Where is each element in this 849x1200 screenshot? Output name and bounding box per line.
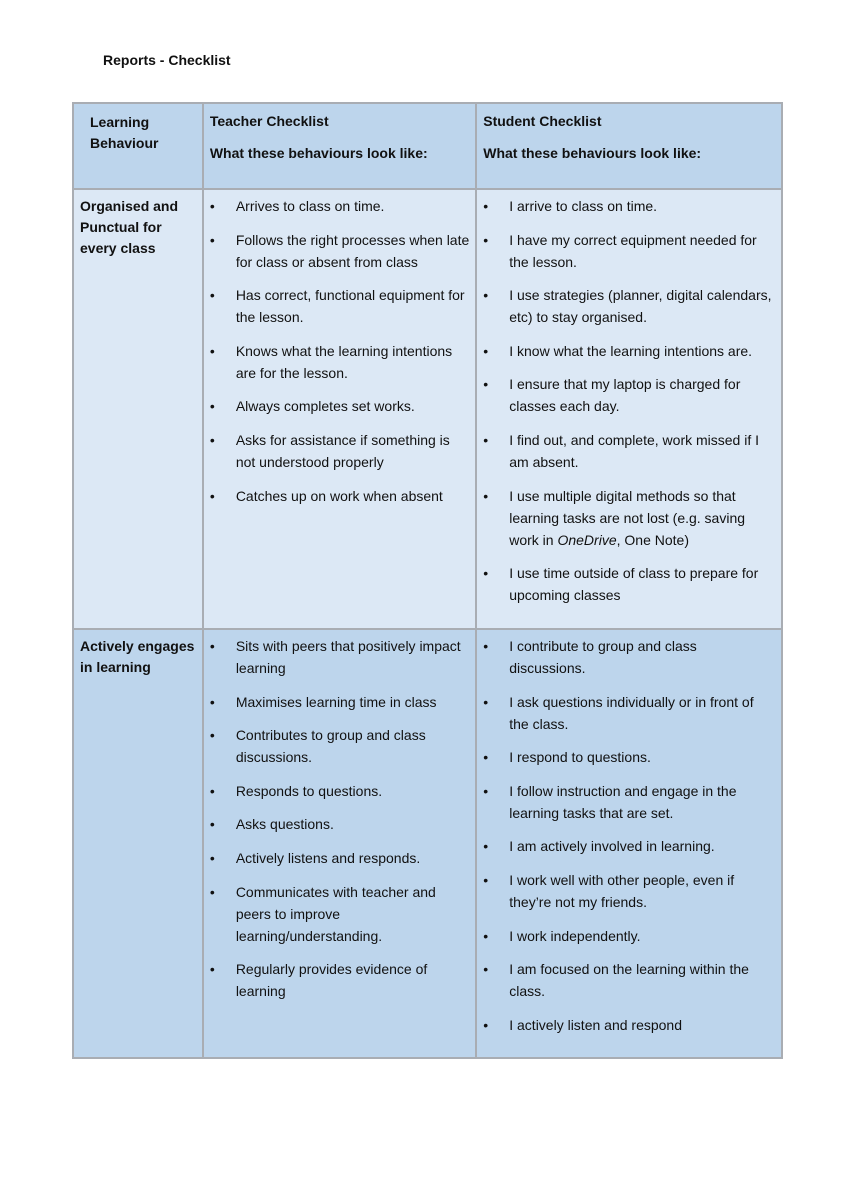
list-item: • I ask questions individually or in front of the class. bbox=[478, 691, 780, 735]
document-title: Reports - Checklist bbox=[103, 52, 231, 68]
list-item: • Responds to questions. bbox=[205, 780, 474, 802]
list-item: • Has correct, functional equipment for the lesson. bbox=[205, 284, 474, 328]
teacher-list bbox=[205, 635, 474, 1002]
list-item: • Follows the right processes when late for class or absent from class bbox=[205, 229, 474, 273]
behaviour-cell: Actively engages in learning bbox=[73, 629, 203, 1058]
list-item: • I find out, and complete, work missed if I am absent. bbox=[478, 429, 780, 473]
list-item: • Catches up on work when absent bbox=[205, 485, 474, 507]
student-list bbox=[478, 635, 780, 1036]
list-item: • I actively listen and respond bbox=[478, 1014, 780, 1036]
list-item: • Knows what the learning intentions are for the lesson. bbox=[205, 340, 474, 384]
list-item: • Maximises learning time in class bbox=[205, 691, 474, 713]
list-item: • I am actively involved in learning. bbox=[478, 835, 780, 857]
behaviour-cell: Organised and Punctual for every class bbox=[73, 189, 203, 629]
table-row-organised bbox=[73, 189, 782, 629]
list-item-text: I use multiple digital methods so that learning tasks are not lost (e.g. saving work in bbox=[509, 487, 746, 548]
student-list-cell bbox=[476, 189, 782, 629]
list-item: • Actively listens and responds. bbox=[205, 847, 474, 869]
teacher-checklist-title: Teacher Checklist bbox=[209, 113, 329, 129]
teacher-list bbox=[205, 195, 474, 507]
student-list bbox=[478, 195, 780, 606]
list-item: • I have my correct equipment needed for the lesson. bbox=[478, 229, 780, 273]
list-item: • Regularly provides evidence of learning bbox=[205, 958, 474, 1002]
checklist-table bbox=[72, 102, 783, 1059]
list-item bbox=[478, 485, 780, 551]
student-checklist-title: Student Checklist bbox=[483, 113, 602, 129]
teacher-list-cell bbox=[203, 189, 476, 629]
student-list-cell bbox=[476, 629, 782, 1058]
list-item: • Sits with peers that positively impact learning bbox=[205, 635, 474, 679]
list-item: • I use time outside of class to prepare for upcoming classes bbox=[478, 562, 780, 606]
list-item: • I use strategies (planner, digital calendars, etc) to stay organised. bbox=[478, 284, 780, 328]
list-item-tail: , One Note) bbox=[616, 531, 689, 548]
list-item: • Always completes set works. bbox=[205, 395, 474, 417]
header-row bbox=[73, 103, 782, 189]
header-teacher-checklist bbox=[203, 103, 476, 189]
list-item: • Contributes to group and class discussions. bbox=[205, 724, 474, 768]
list-item: • Communicates with teacher and peers to improve learning/understanding. bbox=[205, 881, 474, 947]
header-learning-behaviour: Learning Behaviour bbox=[73, 103, 203, 189]
list-item: • I know what the learning intentions are. bbox=[478, 340, 780, 362]
teacher-list-cell bbox=[203, 629, 476, 1058]
list-item: • I follow instruction and engage in the learning tasks that are set. bbox=[478, 780, 780, 824]
list-item: • I ensure that my laptop is charged for classes each day. bbox=[478, 373, 780, 417]
list-item: • Asks for assistance if something is not understood properly bbox=[205, 429, 474, 473]
teacher-checklist-subtitle: What these behaviours look like: bbox=[209, 145, 428, 161]
student-checklist-subtitle: What these behaviours look like: bbox=[483, 145, 702, 161]
list-item: • I work well with other people, even if they’re not my friends. bbox=[478, 869, 780, 913]
list-item: • I work independently. bbox=[478, 925, 780, 947]
table-row-engages bbox=[73, 629, 782, 1058]
list-item: • I am focused on the learning within the class. bbox=[478, 958, 780, 1002]
list-item: • I contribute to group and class discussions. bbox=[478, 635, 780, 679]
header-student-checklist bbox=[476, 103, 782, 189]
list-item: • Arrives to class on time. bbox=[205, 195, 474, 217]
list-item: • Asks questions. bbox=[205, 813, 474, 835]
list-item: • I arrive to class on time. bbox=[478, 195, 780, 217]
onedrive-text: OneDrive bbox=[557, 531, 617, 548]
list-item: • I respond to questions. bbox=[478, 746, 780, 768]
